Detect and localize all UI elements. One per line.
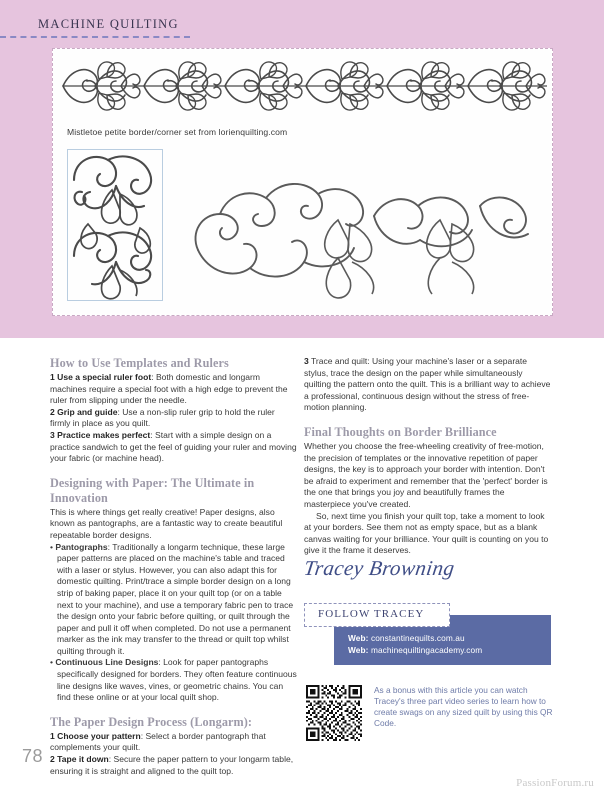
corner-sample-frame [67, 149, 163, 301]
corner-sample-motif [68, 150, 163, 301]
paragraph-paper-intro: This is where things get really creative! Paper designs, also known as pantographs, are a fantastic way to create beautiful repeatable border designs. [50, 506, 283, 540]
step-item [50, 407, 297, 430]
site-watermark: PassionForum.ru [516, 777, 594, 789]
heading-designing-with-paper: Designing with Paper: The Ultimate in Innovation [50, 475, 255, 505]
bullet-text: : Traditionally a longarm technique, these large paper patterns are placed on the machine's table and traced with a laser or stylus. However, you can also adapt this for domestic quilting. Print/trace a simple border design on a long strip of baking paper, place it on your quilt top (or on a table next to your machine), and use a temporary fabric pen to trace the design onto your fabric before quilting, or quilt through the paper and pull it off when completed. Do not use a permanent marker as the ink may transfer to the thread or quilt top whilst quilting through it. [57, 541, 294, 656]
page-header-band [0, 0, 604, 338]
follow-web-value: machinequiltingacademy.com [370, 645, 483, 655]
step-text: : Select a border pantograph that complements your quilt. [50, 730, 266, 753]
follow-web-label: Web [348, 645, 366, 655]
kicker-dashed-rule [0, 36, 190, 38]
follow-box-tab-label: FOLLOW TRACEY [318, 608, 425, 620]
heading-final-thoughts: Final Thoughts on Border Brilliance [304, 424, 497, 439]
step-lead: Practice makes perfect [57, 429, 151, 440]
step-text: : Both domestic and longarm machines require a special foot with a high edge to prevent the ruler from slipping under the needle. [50, 372, 288, 406]
bullet-lead: Pantographs [55, 541, 108, 552]
step-text: : Using your machine's laser or a separate stylus, trace the design on the paper while simultaneously quilting the pattern onto the quilt. This is a brilliant way to achieve a professional, continuous design without the stress of free-motion planning. [304, 356, 551, 413]
step-text: : Start with a simple design on a practice sandwich to get the feel of guiding your ruler and moving your fabric (or machine head). [50, 429, 297, 464]
large-corner-motif [188, 154, 544, 306]
step-number: 1 [50, 730, 55, 741]
bullet-text: : Look for paper pantographs specifically designed for borders. They often feature continuous line designs like waves, vines, or geometric chains. You can find these online or at your local quilt shop. [57, 657, 297, 703]
step-lead: Grip and guide [57, 406, 118, 417]
section-kicker [0, 17, 190, 39]
kicker-label: MACHINE QUILTING [38, 17, 179, 31]
mistletoe-petite-border-strip [61, 55, 547, 117]
article-column-right [304, 356, 551, 557]
step-item [50, 372, 297, 407]
spacer [50, 465, 297, 476]
follow-web-line[interactable]: Web: constantinequilts.com.au [348, 633, 465, 643]
follow-tracey-box [304, 603, 551, 665]
step-text: : Use a non-slip ruler grip to hold the ruler firmly in place as you quilt. [50, 406, 275, 429]
follow-web-line[interactable]: Web: machinequiltingacademy.com [348, 645, 483, 655]
bullet-item: • Pantographs: Traditionally a longarm technique, these large paper patterns are placed on the machine's table and traced with a laser or stylus. However, you can also adapt this for domestic quilting. Print/trace a simple border design on a long strip of baking paper, place it on your quilt top (or on a table next to your machine), and use a temporary fabric pen to trace the design onto your fabric before quilting, or quilt through the paper and pull it off when completed. Do not use a permanent marker as the ink may transfer to the thread or quilt top whilst quilting through it. [50, 541, 294, 656]
step-lead: Tape it down [57, 754, 109, 765]
step-lead: Use a special ruler foot [57, 372, 152, 382]
quilting-design-panel [52, 48, 553, 316]
step-lead: Trace and quilt [311, 356, 368, 366]
step-item [50, 430, 297, 465]
step-item [50, 731, 297, 754]
step-number: 2 [50, 754, 55, 765]
bullet-lead: Continuous Line Designs [55, 657, 159, 668]
qr-bonus-text: As a bonus with this article you can watch Tracey's three part video series to learn how to create swags on any sized quilt by using this QR Code. [374, 685, 553, 728]
spacer [50, 704, 297, 715]
follow-web-value: constantinequilts.com.au [370, 633, 465, 643]
step-text: : Secure the paper pattern to your longarm table, ensuring it is straight and aligned to the quilt top. [50, 754, 294, 776]
step-item [50, 754, 297, 777]
panel-caption: Mistletoe petite border/corner set from lorienquilting.com [67, 127, 288, 137]
qr-bonus-block [306, 685, 554, 747]
article-column-left [50, 356, 297, 777]
qr-code-icon[interactable] [306, 685, 362, 741]
step-number: 3 [304, 356, 309, 366]
step-number: 1 [50, 372, 55, 382]
paragraph-final-1: Whether you choose the free-wheeling creativity of free-motion, the precision of templates or the innovative repetition of paper designs, the key is to approach your border with intention. Don't be afraid to experiment and remember that the 'perfect' border is the one that brings you joy and beautifully frames the masterpiece you've created. [304, 440, 548, 509]
author-signature: Tracey Browning [302, 556, 457, 580]
page-number: 78 [22, 746, 44, 766]
step-number: 3 [50, 429, 55, 440]
step-number: 2 [50, 406, 55, 417]
step-item [304, 356, 551, 414]
heading-paper-design-process: The Paper Design Process (Longarm): [50, 714, 253, 729]
spacer [304, 414, 551, 425]
bullet-item: • Continuous Line Designs: Look for paper pantographs specifically designed for borders. They often feature continuous line designs like waves, vines, or geometric chains. You can find these online or at your local quilt shop. [50, 657, 297, 703]
step-lead: Choose your pattern [57, 730, 141, 741]
paragraph-final-2: So, next time you finish your quilt top, take a moment to look at your borders. See them not as empty space, but as a blank canvas waiting for your brilliance. Your quilt is counting on you to give it the frame it deserves. [304, 510, 549, 556]
heading-how-to-use-templates: How to Use Templates and Rulers [50, 356, 229, 370]
follow-web-label: Web [348, 633, 366, 643]
